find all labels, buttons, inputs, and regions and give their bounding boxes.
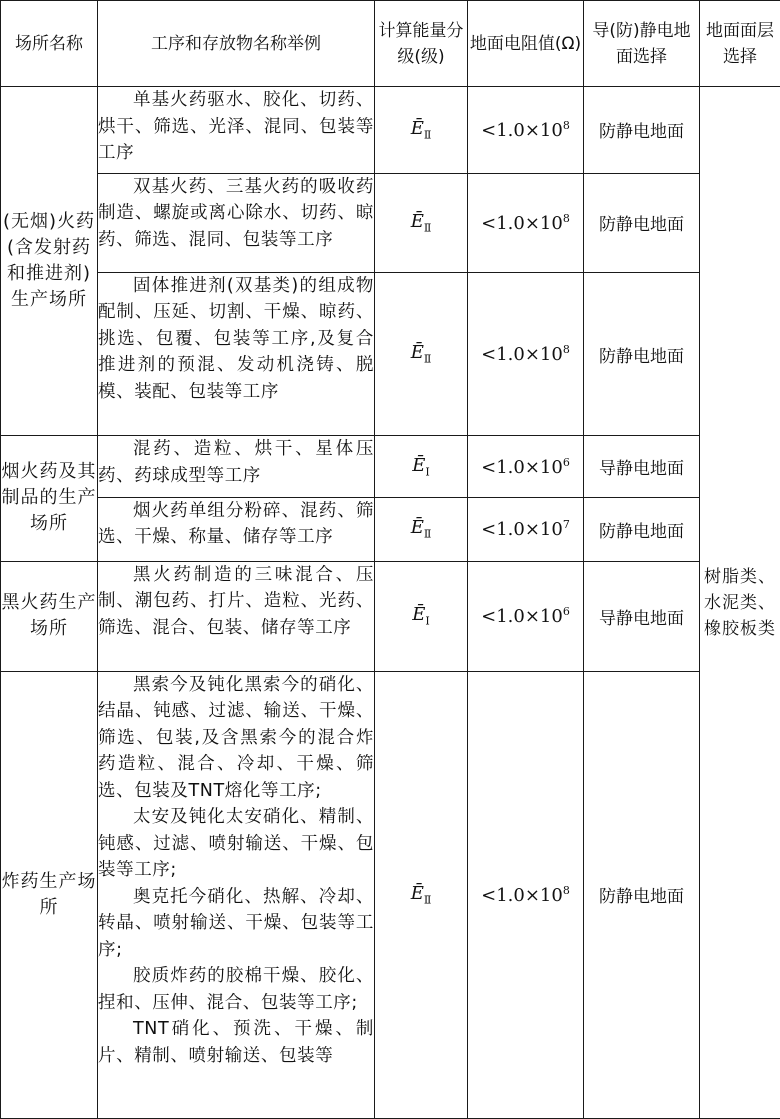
level-symbol: Ē xyxy=(412,454,426,476)
resistance-exponent: 6 xyxy=(562,455,570,469)
floor-type-cell: 导静电地面 xyxy=(584,436,700,498)
process-cell xyxy=(98,671,375,1118)
process-paragraph: 胶质炸药的胶棉干燥、胶化、捏和、压伸、混合、包装等工序; xyxy=(98,966,374,1013)
place-name-cell: (无烟)火药(含发射药和推进剂)生产场所 xyxy=(1,87,98,436)
place-name-cell: 炸药生产场所 xyxy=(1,671,98,1118)
table-body xyxy=(1,87,780,1119)
resistance-base: <1.0×10 xyxy=(481,456,563,478)
level-symbol: Ē xyxy=(412,604,426,626)
resistance-exponent: 8 xyxy=(562,883,570,897)
resistance-exponent: 8 xyxy=(562,343,570,357)
process-paragraph: 双基火药、三基火药的吸收药制造、螺旋或离心除水、切药、晾药、筛选、混同、包装等工序 xyxy=(98,176,374,250)
process-cell xyxy=(98,561,375,671)
process-cell xyxy=(98,173,375,272)
level-subscript: Ⅰ xyxy=(425,614,430,628)
resistance-value-cell xyxy=(468,87,584,174)
level-subscript: Ⅱ xyxy=(423,893,432,907)
resistance-base: <1.0×10 xyxy=(481,344,563,366)
resistance-base: <1.0×10 xyxy=(481,119,563,141)
resistance-value-cell xyxy=(468,436,584,498)
process-paragraph: 黑火药制造的三味混合、压制、潮包药、打片、造粒、光药、筛选、混合、包装、储存等工序 xyxy=(98,564,374,638)
process-paragraph: 单基火药驱水、胶化、切药、烘干、筛选、光泽、混同、包装等工序 xyxy=(98,90,374,163)
level-subscript: Ⅱ xyxy=(423,221,432,235)
header-level: 计算能量分级(级) xyxy=(375,1,468,87)
process-paragraph: 固体推进剂(双基类)的组成物配制、压延、切割、干燥、晾药、挑选、包覆、包装等工序,及复合推进剂的预混、发动机浇铸、脱模、装配、包装等工序 xyxy=(98,275,374,402)
level-symbol: Ē xyxy=(410,211,424,232)
header-place: 场所名称 xyxy=(1,1,98,87)
process-cell xyxy=(98,436,375,498)
floor-type-cell: 防静电地面 xyxy=(584,272,700,436)
table-row xyxy=(1,497,780,561)
resistance-value-cell xyxy=(468,671,584,1118)
process-cell xyxy=(98,87,375,174)
energy-level-cell xyxy=(375,497,468,561)
level-symbol: Ē xyxy=(410,118,424,140)
level-subscript: Ⅱ xyxy=(423,528,432,542)
level-subscript: Ⅱ xyxy=(423,128,432,142)
place-name-cell: 烟火药及其制品的生产场所 xyxy=(1,436,98,561)
process-paragraph: 奥克托今硝化、热解、冷却、转晶、喷射输送、干燥、包装等工序; xyxy=(98,886,374,960)
level-symbol: Ē xyxy=(410,883,424,905)
process-paragraph: 混药、造粒、烘干、星体压药、药球成型等工序 xyxy=(98,439,374,486)
resistance-exponent: 6 xyxy=(562,605,570,619)
floor-type-cell: 防静电地面 xyxy=(584,671,700,1118)
level-symbol: Ē xyxy=(410,517,424,539)
table-row xyxy=(1,561,780,671)
resistance-value-cell xyxy=(468,561,584,671)
energy-level-cell xyxy=(375,173,468,272)
level-subscript: Ⅱ xyxy=(423,352,432,366)
energy-level-cell xyxy=(375,671,468,1118)
energy-level-cell xyxy=(375,436,468,498)
energy-level-cell xyxy=(375,272,468,436)
resistance-exponent: 8 xyxy=(562,211,570,225)
resistance-value-cell xyxy=(468,497,584,561)
resistance-base: <1.0×10 xyxy=(481,519,563,541)
level-subscript: Ⅰ xyxy=(425,465,430,479)
header-floor-type: 导(防)静电地面选择 xyxy=(584,1,700,87)
process-paragraph: 黑索今及钝化黑索今的硝化、结晶、钝感、过滤、输送、干燥、筛选、包装,及含黑索今的混合炸药造粒、混合、冷却、干燥、筛选、包装及TNT熔化等工序; xyxy=(98,674,374,801)
header-resistance: 地面电阻值(Ω) xyxy=(468,1,584,87)
table-row xyxy=(1,173,780,272)
energy-level-cell xyxy=(375,561,468,671)
table-row xyxy=(1,87,780,174)
table-row xyxy=(1,671,780,1118)
resistance-value-cell xyxy=(468,173,584,272)
process-paragraph: 烟火药单组分粉碎、混药、筛选、干燥、称量、储存等工序 xyxy=(98,500,374,548)
floor-type-cell: 导静电地面 xyxy=(584,561,700,671)
resistance-exponent: 8 xyxy=(562,118,570,132)
process-cell xyxy=(98,272,375,436)
resistance-base: <1.0×10 xyxy=(481,212,563,234)
resistance-base: <1.0×10 xyxy=(481,884,563,906)
energy-level-cell xyxy=(375,87,468,174)
process-paragraph: 太安及钝化太安硝化、精制、钝感、过滤、喷射输送、干燥、包装等工序; xyxy=(98,807,374,881)
header-layer: 地面面层选择 xyxy=(700,1,780,87)
floor-layer-cell: 树脂类、水泥类、橡胶板类 xyxy=(700,87,780,1119)
header-process: 工序和存放物名称举例 xyxy=(98,1,375,87)
floor-type-cell: 防静电地面 xyxy=(584,497,700,561)
process-cell xyxy=(98,497,375,561)
table-row xyxy=(1,272,780,436)
resistance-exponent: 7 xyxy=(562,518,570,532)
resistance-base: <1.0×10 xyxy=(481,606,563,628)
floor-type-cell: 防静电地面 xyxy=(584,87,700,174)
table-row xyxy=(1,436,780,498)
process-paragraph: TNT硝化、预洗、干燥、制片、精制、喷射输送、包装等 xyxy=(98,1019,374,1066)
resistance-value-cell xyxy=(468,272,584,436)
place-name-cell: 黑火药生产场所 xyxy=(1,561,98,671)
floor-type-cell: 防静电地面 xyxy=(584,173,700,272)
level-symbol: Ē xyxy=(410,342,424,364)
header-row xyxy=(1,1,780,87)
